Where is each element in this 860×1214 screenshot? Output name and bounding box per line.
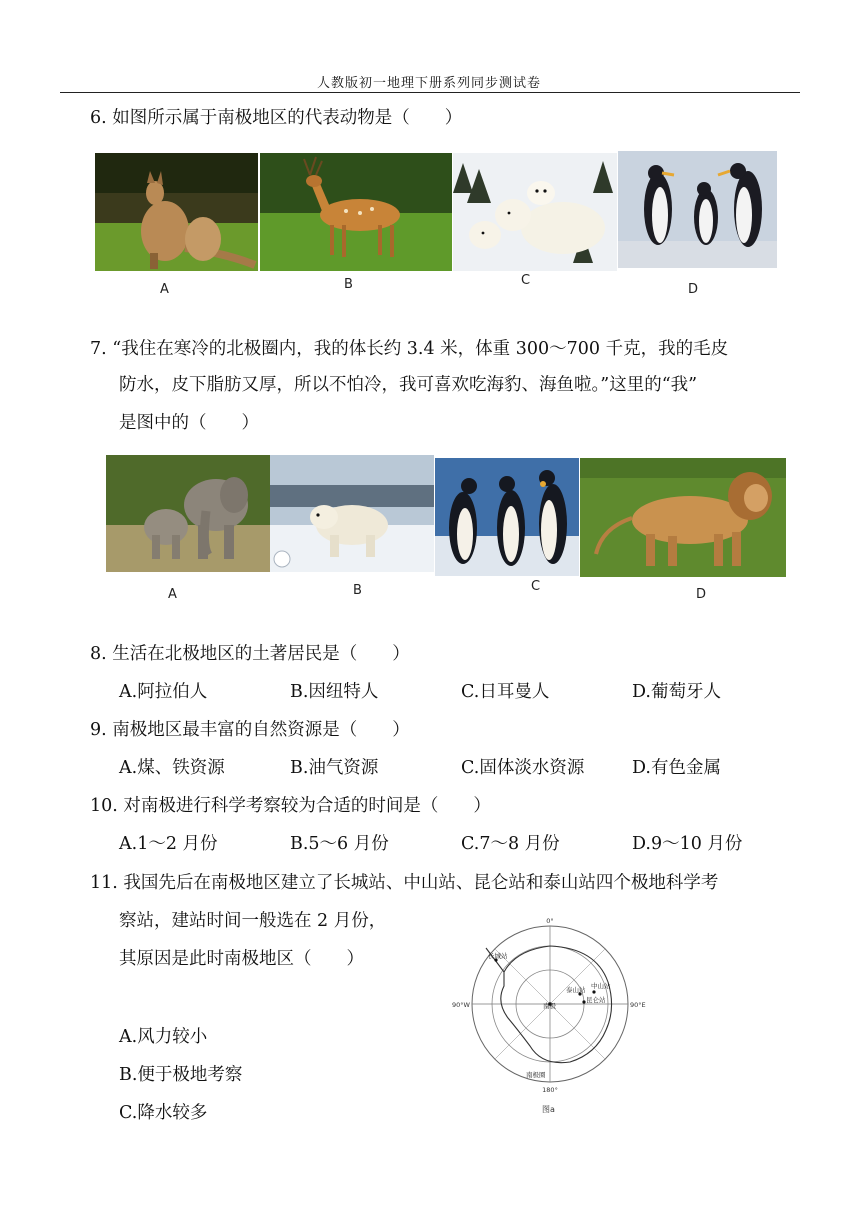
- question-11-line-3: 其原因是此时南极地区（ ）: [119, 949, 364, 969]
- q9-option-a: A.煤、铁资源: [119, 758, 225, 778]
- q8-option-d: D.葡萄牙人: [632, 682, 721, 702]
- question-6-stem: 6. 如图所示属于南极地区的代表动物是（ ）: [90, 108, 463, 128]
- q10-option-b: B.5～6 月份: [290, 834, 389, 854]
- map-station-changcheng: 长城站: [488, 952, 508, 960]
- question-7-line-1: 7. “我住在寒冷的北极圈内，我的体长约 3.4 米，体重 300～700 千克，我的毛皮: [90, 339, 729, 359]
- map-label-top: 0°: [546, 917, 554, 925]
- question-7-line-2: 防水，皮下脂肪又厚，所以不怕冷，我可喜欢吃海豹、海鱼啦。”这里的“我”: [119, 375, 698, 395]
- map-station-kunlun: 昆仑站: [586, 996, 606, 1004]
- q11-option-b: B.便于极地考察: [119, 1065, 243, 1085]
- q10-option-c: C.7～8 月份: [461, 834, 560, 854]
- q7-image-b-polar-bear: [270, 455, 434, 572]
- question-11-line-2: 察站，建站时间一般选在 2 月份，: [119, 911, 387, 931]
- q6-label-a: A: [160, 282, 169, 297]
- q6-label-b: B: [344, 277, 353, 292]
- q7-label-b: B: [353, 583, 362, 598]
- q6-image-a-kangaroo: [95, 153, 258, 271]
- q9-option-d: D.有色金属: [632, 758, 721, 778]
- q8-option-c: C.日耳曼人: [461, 682, 550, 702]
- q10-option-a: A.1～2 月份: [119, 834, 218, 854]
- q11-option-c: C.降水较多: [119, 1103, 208, 1123]
- q6-label-c: C: [521, 273, 531, 288]
- q7-image-c-penguins: [435, 458, 579, 576]
- map-label-bottom: 180°: [542, 1086, 558, 1094]
- q7-image-d-lion: [580, 458, 786, 577]
- header-rule: [60, 92, 800, 93]
- q6-image-b-deer: [260, 153, 452, 271]
- q7-label-c: C: [531, 579, 541, 594]
- q6-label-d: D: [688, 282, 699, 297]
- q7-label-d: D: [696, 587, 707, 602]
- map-label-antarctic-circle: 南极圈: [526, 1071, 546, 1079]
- map-caption: 图a: [542, 1105, 555, 1114]
- q8-option-b: B.因纽特人: [290, 682, 379, 702]
- q11-option-a: A.风力较小: [119, 1027, 208, 1047]
- q9-option-b: B.油气资源: [290, 758, 379, 778]
- q6-image-d-penguins: [618, 151, 777, 268]
- q8-option-a: A.阿拉伯人: [119, 682, 208, 702]
- q6-image-c-polar-bears: [453, 153, 617, 271]
- question-11-line-1: 11. 我国先后在南极地区建立了长城站、中山站、昆仑站和泰山站四个极地科学考: [90, 873, 719, 893]
- q7-label-a: A: [168, 587, 177, 602]
- q7-image-a-elephants: [106, 455, 270, 572]
- question-7-line-3: 是图中的（ ）: [119, 413, 259, 433]
- map-label-left: 90°W: [452, 1001, 470, 1009]
- map-station-zhongshan: 中山站: [591, 982, 611, 990]
- antarctica-station-map: [446, 912, 656, 1118]
- question-9-stem: 9. 南极地区最丰富的自然资源是（ ）: [90, 720, 410, 740]
- q9-option-c: C.固体淡水资源: [461, 758, 585, 778]
- page-header: 人教版初一地理下册系列同步测试卷: [316, 76, 541, 91]
- question-10-stem: 10. 对南极进行科学考察较为合适的时间是（ ）: [90, 796, 491, 816]
- map-label-right: 90°E: [630, 1001, 646, 1009]
- question-8-stem: 8. 生活在北极地区的土著居民是（ ）: [90, 644, 410, 664]
- map-label-pole: 南极: [543, 1002, 556, 1010]
- map-station-taishan: 泰山站: [566, 986, 586, 994]
- q10-option-d: D.9～10 月份: [632, 834, 743, 854]
